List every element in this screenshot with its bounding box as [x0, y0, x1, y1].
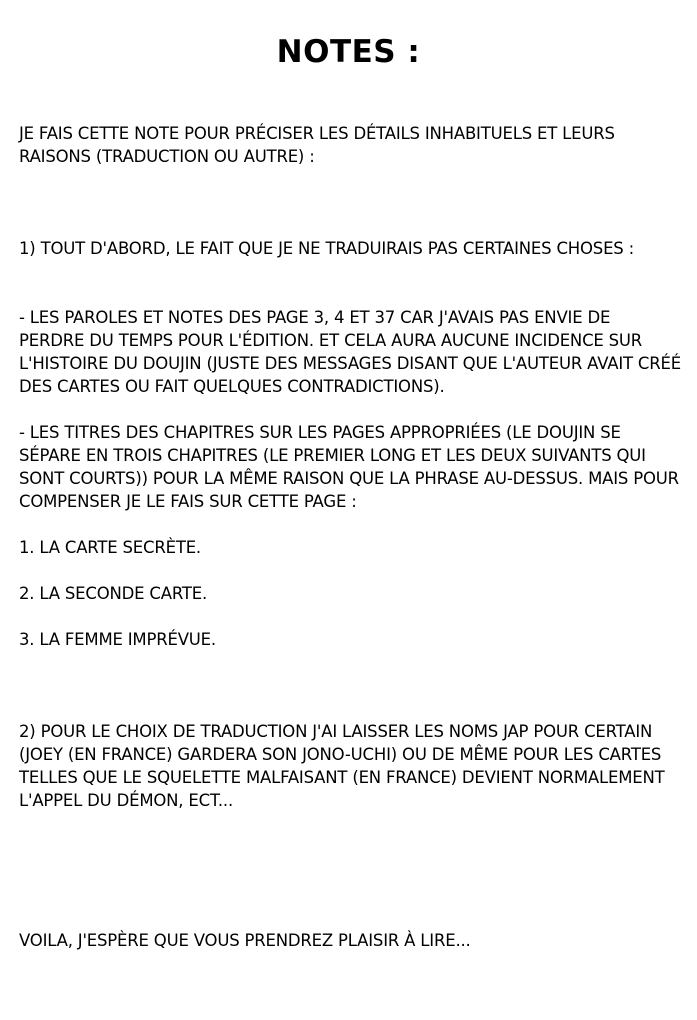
point-a-line: L'HISTOIRE DU DOUJIN (JUSTE DES MESSAGES DISANT QUE L'AUTEUR AVAIT CRÉÉ: [19, 354, 681, 373]
point-a-line: DES CARTES OU FAIT QUELQUES CONTRADICTIONS).: [19, 377, 445, 396]
point-b-line: SÉPARE EN TROIS CHAPITRES (LE PREMIER LONG ET LES DEUX SUIVANTS QUI: [19, 446, 646, 465]
point-b-paragraph: [19, 421, 684, 513]
chapter-item-2: 2. LA SECONDE CARTE.: [19, 584, 208, 603]
section2-paragraph: [19, 720, 684, 812]
closing-line: VOILA, J'ESPÈRE QUE VOUS PRENDREZ PLAISIR À LIRE...: [19, 931, 471, 950]
point-a-paragraph: [19, 306, 684, 398]
point-b-line: - LES TITRES DES CHAPITRES SUR LES PAGES APPROPRIÉES (LE DOUJIN SE: [19, 423, 621, 442]
point-a-line: PERDRE DU TEMPS POUR L'ÉDITION. ET CELA AURA AUCUNE INCIDENCE SUR: [19, 331, 643, 350]
section1-heading: 1) TOUT D'ABORD, LE FAIT QUE JE NE TRADUIRAIS PAS CERTAINES CHOSES :: [19, 239, 634, 258]
section2-line: (JOEY (EN FRANCE) GARDERA SON JONO-UCHI) OU DE MÊME POUR LES CARTES: [19, 745, 662, 764]
intro-line: JE FAIS CETTE NOTE POUR PRÉCISER LES DÉTAILS INHABITUELS ET LEURS: [19, 124, 615, 143]
page-title: NOTES :: [276, 34, 421, 70]
section2-line: 2) POUR LE CHOIX DE TRADUCTION J'AI LAISSER LES NOMS JAP POUR CERTAIN: [19, 722, 653, 741]
section2-line: TELLES QUE LE SQUELETTE MALFAISANT (EN FRANCE) DEVIENT NORMALEMENT: [19, 768, 665, 787]
point-b-line: COMPENSER JE LE FAIS SUR CETTE PAGE :: [19, 492, 357, 511]
intro-line: RAISONS (TRADUCTION OU AUTRE) :: [19, 147, 315, 166]
section2-line: L'APPEL DU DÉMON, ECT...: [19, 791, 233, 810]
point-b-line: SONT COURTS)) POUR LA MÊME RAISON QUE LA PHRASE AU-DESSUS. MAIS POUR: [19, 469, 679, 488]
chapter-item-1: 1. LA CARTE SECRÈTE.: [19, 538, 201, 557]
intro-paragraph: [19, 122, 684, 168]
chapter-item-3: 3. LA FEMME IMPRÉVUE.: [19, 630, 216, 649]
point-a-line: - LES PAROLES ET NOTES DES PAGE 3, 4 ET 37 CAR J'AVAIS PAS ENVIE DE: [19, 308, 611, 327]
